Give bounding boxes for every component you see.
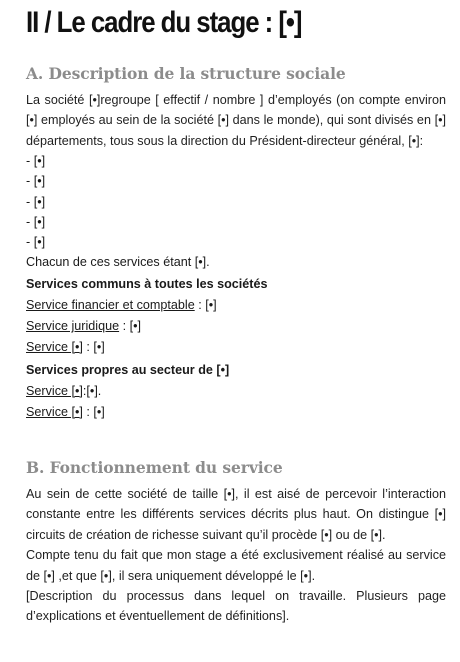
section-b-body: [26, 484, 446, 627]
list-item: - [•]: [26, 235, 46, 250]
service-line: [26, 381, 446, 402]
section-a-intro: La société [•]regroupe [ effectif / nombre ] d’employés (on compte environ [•] employés au sein de la société [•] dans le monde), qui sont divisés en [•] départements, tous sous la direction du Président-directeur général, [•]:: [26, 93, 446, 148]
service-name: Service [•]: [26, 383, 83, 398]
service-line: [26, 337, 446, 358]
service-name: Service [•]: [26, 340, 83, 355]
page-title: II / Le cadre du stage : [•]: [26, 6, 302, 39]
service-line: [26, 402, 446, 423]
service-line: [26, 316, 446, 337]
service-name: Service [•]: [26, 404, 83, 419]
section-b-paragraph: Au sein de cette société de taille [•], il est aisé de percevoir l’interaction constante entre les différents services décrits plus haut. On distingue [•] circuits de création de richesse suivant qu’il procède [•] ou de [•].: [26, 487, 446, 542]
list-item: - [•]: [26, 214, 46, 229]
section-a-heading: A. Description de la structure sociale: [26, 64, 346, 83]
list-item: - [•]: [26, 154, 46, 169]
list-item: - [•]: [26, 174, 46, 189]
service-detail: :[•].: [82, 383, 102, 398]
section-b-heading: B. Fonctionnement du service: [26, 458, 283, 477]
service-name: Service financier et comptable: [26, 298, 195, 313]
service-detail: : [•]: [194, 298, 217, 313]
section-b-paragraph: [Description du processus dans lequel on travaille. Plusieurs page d’explications et éventuellement de définitions].: [26, 589, 446, 624]
service-detail: : [•]: [82, 340, 105, 355]
specific-services-heading: Services propres au secteur de [•]: [26, 362, 230, 377]
service-detail: : [•]: [119, 319, 142, 334]
section-a-body: [26, 90, 446, 422]
service-name: Service juridique: [26, 319, 120, 334]
section-a-closing: Chacun de ces services étant [•].: [26, 255, 210, 270]
service-line: [26, 295, 446, 316]
section-b-paragraph: Compte tenu du fait que mon stage a été exclusivement réalisé au service de [•] ,et que [•], il sera uniquement développé le [•].: [26, 548, 446, 583]
common-services-heading: Services communs à toutes les sociétés: [26, 277, 268, 292]
service-detail: : [•]: [82, 404, 105, 419]
list-item: - [•]: [26, 194, 46, 209]
